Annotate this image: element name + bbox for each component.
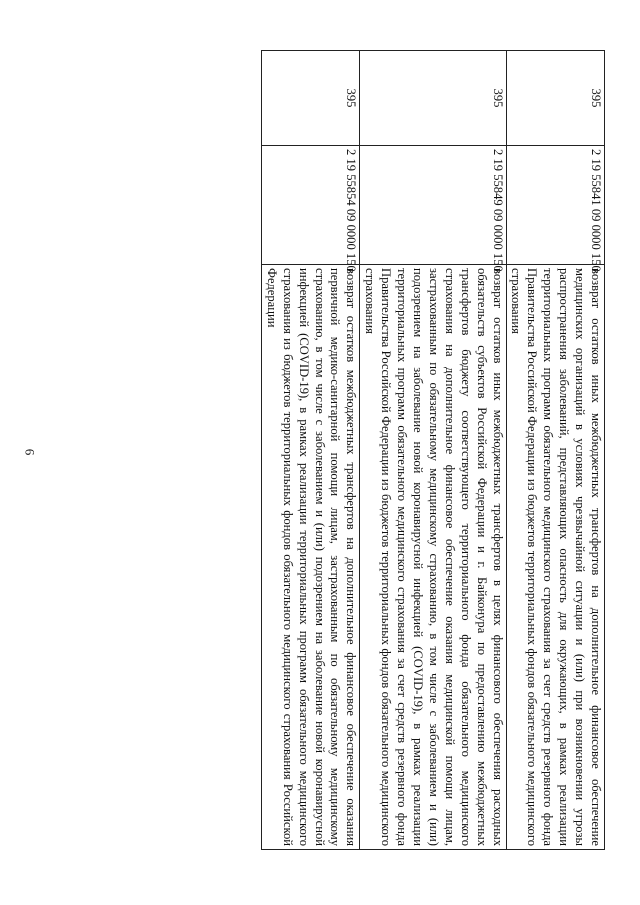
page-number: 6 bbox=[22, 448, 38, 456]
table-row bbox=[506, 51, 604, 850]
kbk-cell: 2 19 55849 09 0000 150 bbox=[360, 146, 506, 265]
description-cell: возврат остатков межбюджетных трансфертов на дополнительное финансовое обеспечение оказания первичной медико-санитарной помощи лицам, застрахованным по обязательному медицинскому страхованию, в том числе с заболеванием и (или) подозрением на заболевание новой коронавирусной инфекцией (COVID-19), в рамках реализации территориальных программ обязательного медицинского страхования из бюджетов территориальных фондов обязательного медицинского страхования Российской Федерации bbox=[261, 265, 359, 850]
table-row bbox=[261, 51, 359, 850]
admin-code-cell: 395 bbox=[360, 51, 506, 146]
admin-code-cell: 395 bbox=[506, 51, 604, 146]
rotated-table-container bbox=[85, 50, 605, 850]
description-cell: возврат остатков иных межбюджетных трансфертов в целях финансового обеспечения расходных обязательств субъектов Российской Федерации и г. Байконура по предоставлению межбюджетных трансфертов бюджету соответствующего территориального фонда обязательного медицинского страхования на дополнительное финансовое обеспечение оказания медицинской помощи лицам, застрахованным по обязательному медицинскому страхованию, в том числе с заболеванием и (или) подозрением на заболевание новой коронавирусной инфекцией (COVID-19), в рамках реализации территориальных программ обязательного медицинского страхования за счет средств резервного фонда Правительства Российской Федерации из бюджетов территориальных фондов обязательного медицинского страхования bbox=[360, 265, 506, 850]
kbk-cell: 2 19 55854 09 0000 150 bbox=[261, 146, 359, 265]
kbk-cell: 2 19 55841 09 0000 150 bbox=[506, 146, 604, 265]
admin-code-cell: 395 bbox=[261, 51, 359, 146]
description-cell: возврат остатков иных межбюджетных трансфертов на дополнительное финансовое обеспечение медицинских организаций в условиях чрезвычайной ситуации и (или) при возникновении угрозы распространения заболеваний, представляющих опасность для окружающих, в рамках реализации территориальных программ обязательного медицинского страхования за счет средств резервного фонда Правительства Российской Федерации из бюджетов территориальных фондов обязательного медицинского страхования bbox=[506, 265, 604, 850]
budget-codes-table bbox=[261, 50, 605, 850]
table-row bbox=[360, 51, 506, 850]
